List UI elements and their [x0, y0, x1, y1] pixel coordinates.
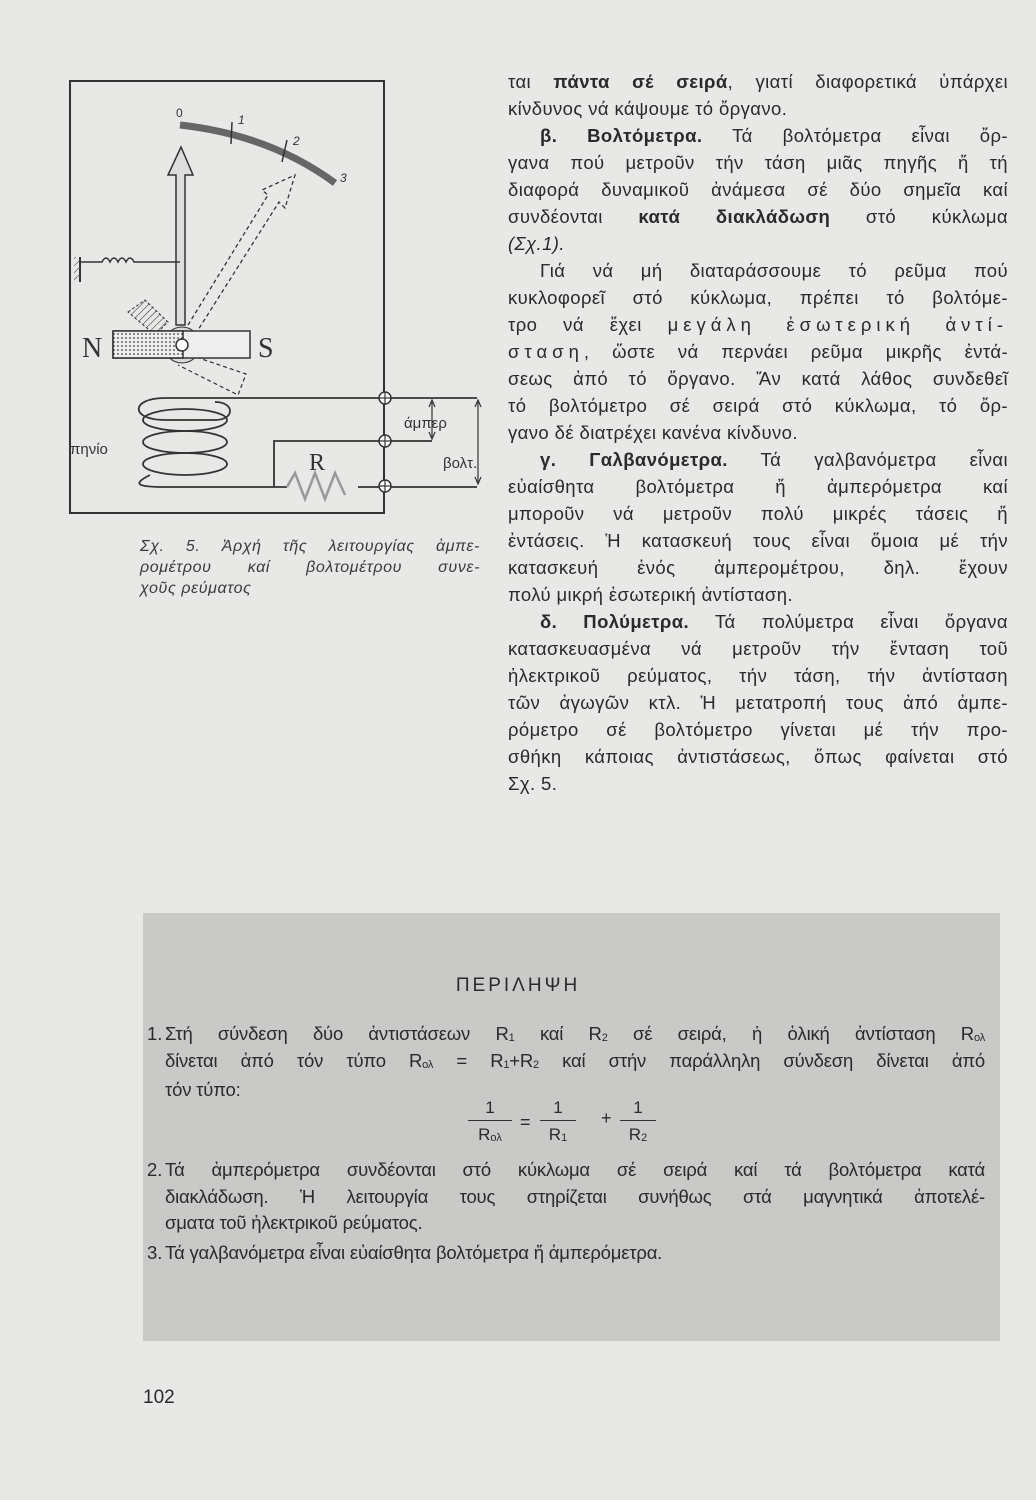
summary-line: Τά ἀμπερόμετρα συνδέονται στό κύκλωμα σέ σειρά καί τά βολτόμετρα κατά [165, 1159, 985, 1180]
meter-housing [70, 81, 384, 513]
ammeter-voltmeter-diagram [0, 0, 500, 620]
deflected-needle [188, 175, 295, 330]
text-line: μποροῦν νά μετροῦν πολύ μικρές τάσεις ἤ [508, 503, 1008, 524]
fraction-r1: $\frac{1}{R_1}$ [540, 1098, 576, 1145]
caption-line: ρομέτρου καί βολτομέτρου συνε- [140, 559, 480, 576]
summary-line: διακλάδωση. Ἡ λειτουργία τους στηρίζεται συνήθως στά μαγνητικά ἀποτελέ- [165, 1186, 985, 1207]
text-line: εὐαίσθητα βολτόμετρα ἤ ἀμπερόμετρα καί [508, 476, 1008, 497]
text-line: κατασκευή ἑνός ἀμπερομέτρου, δηλ. ἔχουν [508, 557, 1008, 578]
text-line: σθήκη κάποιας ἀντιστάσεως, ὅπως φαίνεται στό [508, 746, 1008, 767]
page-number: 102 [143, 1387, 175, 1408]
text-line: ἐντάσεις. Ἡ κατασκευή τους εἶναι ὅμοια μέ τήν [508, 530, 1008, 551]
text-line: ται πάντα σέ σειρά, γιατί διαφορετικά ὑπάρχει [508, 71, 1009, 92]
scale-label-3: 3 [340, 171, 347, 185]
pole-north: N [82, 333, 103, 364]
resistor-label: R [309, 450, 326, 476]
figure-caption [140, 536, 480, 599]
section-multimeters: δ. Πολύμετρα. Τά πολύμετρα εἶναι ὄργανα [540, 611, 1008, 632]
fraction-r2: $\frac{1}{R_2}$ [620, 1098, 656, 1145]
summary-line: Στή σύνδεση δύο ἀντιστάσεων $R_1$ καί $R_2$ σέ σειρά, ἡ ὁλική ἀντίσταση $R_{o\lambda}$ [165, 1023, 985, 1044]
text-line: σεως ἀπό τό ὄργανο. Ἄν κατά λάθος συνδεθεῖ [508, 368, 1008, 389]
text-line: Σχ. 5. [508, 773, 558, 794]
summary-line: δίνεται ἀπό τόν τύπο $R_{o\lambda} = R_1+R_2$ καί στήν παράλληλη σύνδεση δίνεται ἀπό [165, 1050, 985, 1071]
spring [80, 258, 180, 262]
scale-label-0: 0 [176, 106, 183, 120]
section-galvanometers: γ. Γαλβανόμετρα. Τά γαλβανόμετρα εἶναι [540, 449, 1008, 470]
needle-arrow [168, 147, 193, 325]
caption-line: Σχ. 5. Ἀρχή τῆς λειτουργίας ἀμπε- [140, 538, 480, 555]
text-line: (Σχ.1). [508, 233, 565, 254]
text-line: τῶν ἀγωγῶν κτλ. Ἡ μετατροπή τους ἀπό ἀμπε- [508, 692, 1008, 713]
scale-label-2: 2 [293, 134, 300, 148]
meter-scale-arc [180, 125, 335, 183]
text-line: κίνδυνος νά κάψουμε τό ὄργανο. [508, 98, 788, 119]
item-number: 2. [147, 1159, 163, 1180]
text-line: τρο νά ἔχει μεγάλη ἐσωτερική ἀντί- [508, 314, 1008, 335]
fraction-total: 1 $R_{o\lambda}$ [468, 1098, 512, 1145]
item-number: 3. [147, 1242, 163, 1263]
text-line: γανο δέ διατρέχει κανένα κίνδυνο. [508, 422, 798, 443]
item-number: 1. [147, 1023, 163, 1044]
text-line: διαφορά δυναμικοῦ ἀνάμεσα σέ δύο σημεῖα καί [508, 179, 1008, 200]
scale-label-1: 1 [238, 113, 245, 127]
text-line: πολύ μικρή ἐσωτερική ἀντίσταση. [508, 584, 793, 605]
text-line: ρόμετρο σέ βολτόμετρο γίνεται μέ τήν προ- [508, 719, 1008, 740]
text-line: Γιά νά μή διαταράσσουμε τό ρεῦμα πού [540, 260, 1008, 281]
text-line: σταση, ὥστε νά περνάει ρεῦμα μικρῆς ἐντά- [508, 341, 1008, 362]
voltmeter-label: βολτ. [443, 455, 478, 472]
pole-south: S [258, 333, 274, 364]
caption-line: χοῦς ρεύματος [140, 580, 252, 597]
text-line: ἠλεκτρικοῦ ρεύματος, τήν τάση, τήν ἀντίσταση [508, 665, 1008, 686]
summary-line: Τά γαλβανόμετρα εἶναι εὐαίσθητα βολτόμετρα ἤ ἀμπερόμετρα. [165, 1242, 663, 1263]
plus-sign: + [601, 1108, 612, 1128]
text-line: γανα πού μετροῦν τήν τάση μιᾶς πηγῆς ἤ τή [508, 152, 1008, 173]
summary-line: τόν τύπο: [165, 1079, 241, 1100]
summary-title: ΠΕΡΙΛΗΨΗ [455, 975, 581, 996]
coil [139, 398, 385, 487]
body-text-column [508, 68, 1008, 797]
equals-sign: = [520, 1112, 531, 1132]
text-line: συνδέονται κατά διακλάδωση στό κύκλωμα [508, 206, 1008, 227]
coil-label: πηνίο [70, 441, 108, 458]
section-voltmeters: β. Βολτόμετρα. Τά βολτόμετρα εἶναι ὄρ- [540, 125, 1008, 146]
text-line: κατασκευασμένα νά μετροῦν τήν ἔνταση τοῦ [508, 638, 1008, 659]
resistor [287, 473, 345, 499]
summary-line: σματα τοῦ ἠλεκτρικοῦ ρεύματος. [165, 1212, 423, 1233]
text-line: κυκλοφορεῖ στό κύκλωμα, πρέπει τό βολτόμε- [508, 287, 1008, 308]
ammeter-label: άμπερ [404, 415, 447, 432]
text-line: τό βολτόμετρο σέ σειρά στό κύκλωμα, τό ὄρ- [508, 395, 1008, 416]
